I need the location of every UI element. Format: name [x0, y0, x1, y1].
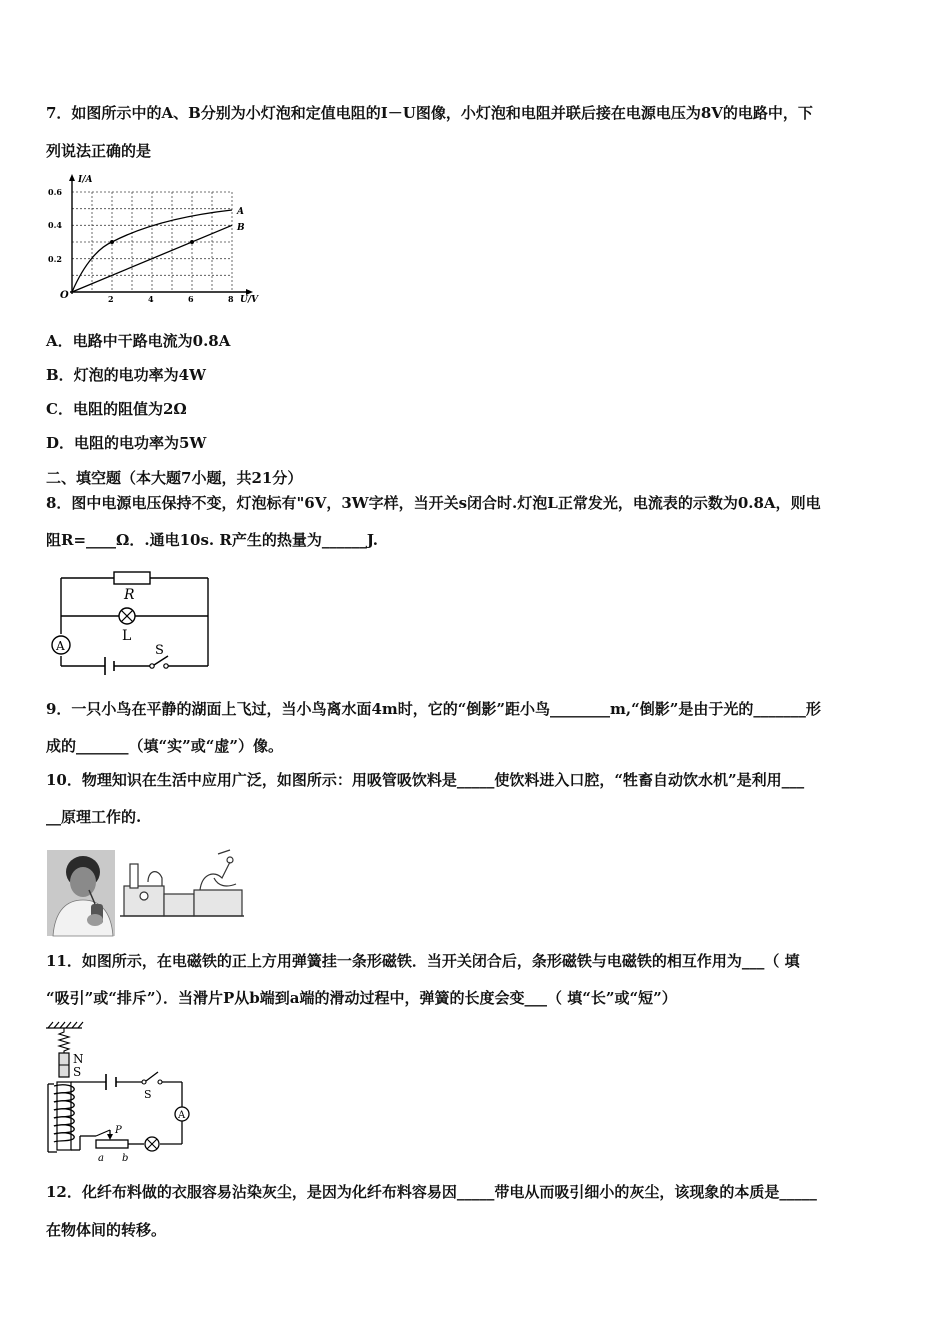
q7-text-line1: 7．如图所示中的A、B分别为小灯泡和定值电阻的I－U图像，小灯泡和电阻并联后接在电源电压为8V的电路中，下	[46, 104, 813, 122]
line-b-label: B	[237, 223, 245, 233]
magnet-north-label: N	[73, 1052, 84, 1066]
q11-text-line2: “吸引”或“排斥”）．当滑片P从b端到a端的滑动过程中，弹簧的长度会变___（ 填“长”或“短”）	[46, 989, 677, 1007]
q8-circuit	[48, 568, 213, 673]
point-b-6v	[190, 240, 194, 244]
q7-text-line2: 列说法正确的是	[46, 142, 152, 160]
straw-drinking-photo	[47, 850, 115, 936]
q12-text-line2: 在物体间的转移。	[46, 1221, 167, 1239]
x-axis-label: U/V	[240, 295, 259, 305]
lamp-l-label: L	[122, 628, 132, 644]
point-a-2v	[110, 240, 114, 244]
battery	[105, 657, 114, 675]
switch-s	[142, 1072, 162, 1084]
y-tick-0.4: 0.4	[48, 220, 62, 230]
ammeter	[175, 1107, 189, 1121]
q8-text-line1: 8．图中电源电压保持不变，灯泡标有"6V，3W字样，当开关s闭合时.灯泡L正常发光，电流表的示数为0.8A，则电	[46, 494, 821, 512]
q7-option-c: C．电阻的阻值为2Ω	[46, 400, 187, 418]
q7-option-d: D．电阻的电功率为5W	[46, 434, 207, 452]
water-dispenser-photo	[118, 848, 246, 920]
end-a-label: a	[98, 1153, 104, 1164]
ammeter-label: A	[56, 639, 65, 653]
x-tick-4: 4	[148, 294, 154, 304]
lamp-l	[119, 608, 135, 624]
slider-arrow	[107, 1134, 113, 1140]
y-tick-0.6: 0.6	[48, 187, 62, 197]
origin-label: O	[60, 290, 69, 301]
ammeter-label: A	[178, 1110, 186, 1121]
curve-a-label: A	[237, 207, 244, 217]
switch-s-label: S	[155, 643, 164, 658]
battery	[106, 1074, 116, 1090]
q9-text-line1: 9．一只小鸟在平静的湖面上飞过，当小鸟离水面4m时，它的“倒影”距小鸟________m,“倒影”是由于光的_______形	[46, 700, 821, 718]
q11-text-line1: 11．如图所示，在电磁铁的正上方用弹簧挂一条形磁铁．当开关闭合后，条形磁铁与电磁铁的相互作用为___（ 填	[46, 952, 800, 970]
x-tick-6: 6	[188, 294, 194, 304]
q7-option-a: A．电路中干路电流为0.8A	[46, 332, 231, 350]
resistor-r-label: R	[124, 587, 135, 603]
ammeter	[52, 636, 70, 654]
q8-text-line2: 阻R=____Ω．.通电10s. R产生的热量为______J.	[46, 531, 378, 549]
q10-text-line1: 10．物理知识在生活中应用广泛，如图所示：用吸管吸饮料是_____使饮料进入口腔，“牲畜自动饮水机”是利用___	[46, 771, 805, 789]
switch-s-label: S	[144, 1088, 152, 1101]
q9-text-line2: 成的_______（填“实”或“虚”）像。	[46, 737, 284, 755]
q7-option-b: B．灯泡的电功率为4W	[46, 366, 206, 384]
resistor-r	[114, 572, 150, 584]
x-tick-2: 2	[108, 294, 114, 304]
rheostat	[96, 1140, 128, 1148]
spring	[59, 1028, 69, 1053]
q12-text-line1: 12．化纤布料做的衣服容易沾染灰尘，是因为化纤布料容易因_____带电从而吸引细小的灰尘，该现象的本质是_____	[46, 1183, 817, 1201]
lamp	[145, 1137, 159, 1151]
x-tick-8: 8	[228, 294, 234, 304]
slider-p-label: P	[115, 1125, 122, 1136]
q11-circuit	[40, 1020, 210, 1165]
ceiling-support	[46, 1022, 83, 1028]
magnet-south-label: S	[73, 1065, 82, 1079]
end-b-label: b	[122, 1153, 129, 1164]
y-axis-label: I/A	[78, 175, 93, 185]
iu-graph	[40, 172, 270, 307]
curve-a	[72, 210, 232, 292]
q10-text-line2: __原理工作的.	[46, 808, 142, 826]
y-tick-0.2: 0.2	[48, 254, 62, 264]
section-heading: 二、填空题（本大题7小题，共21分）	[46, 469, 303, 487]
